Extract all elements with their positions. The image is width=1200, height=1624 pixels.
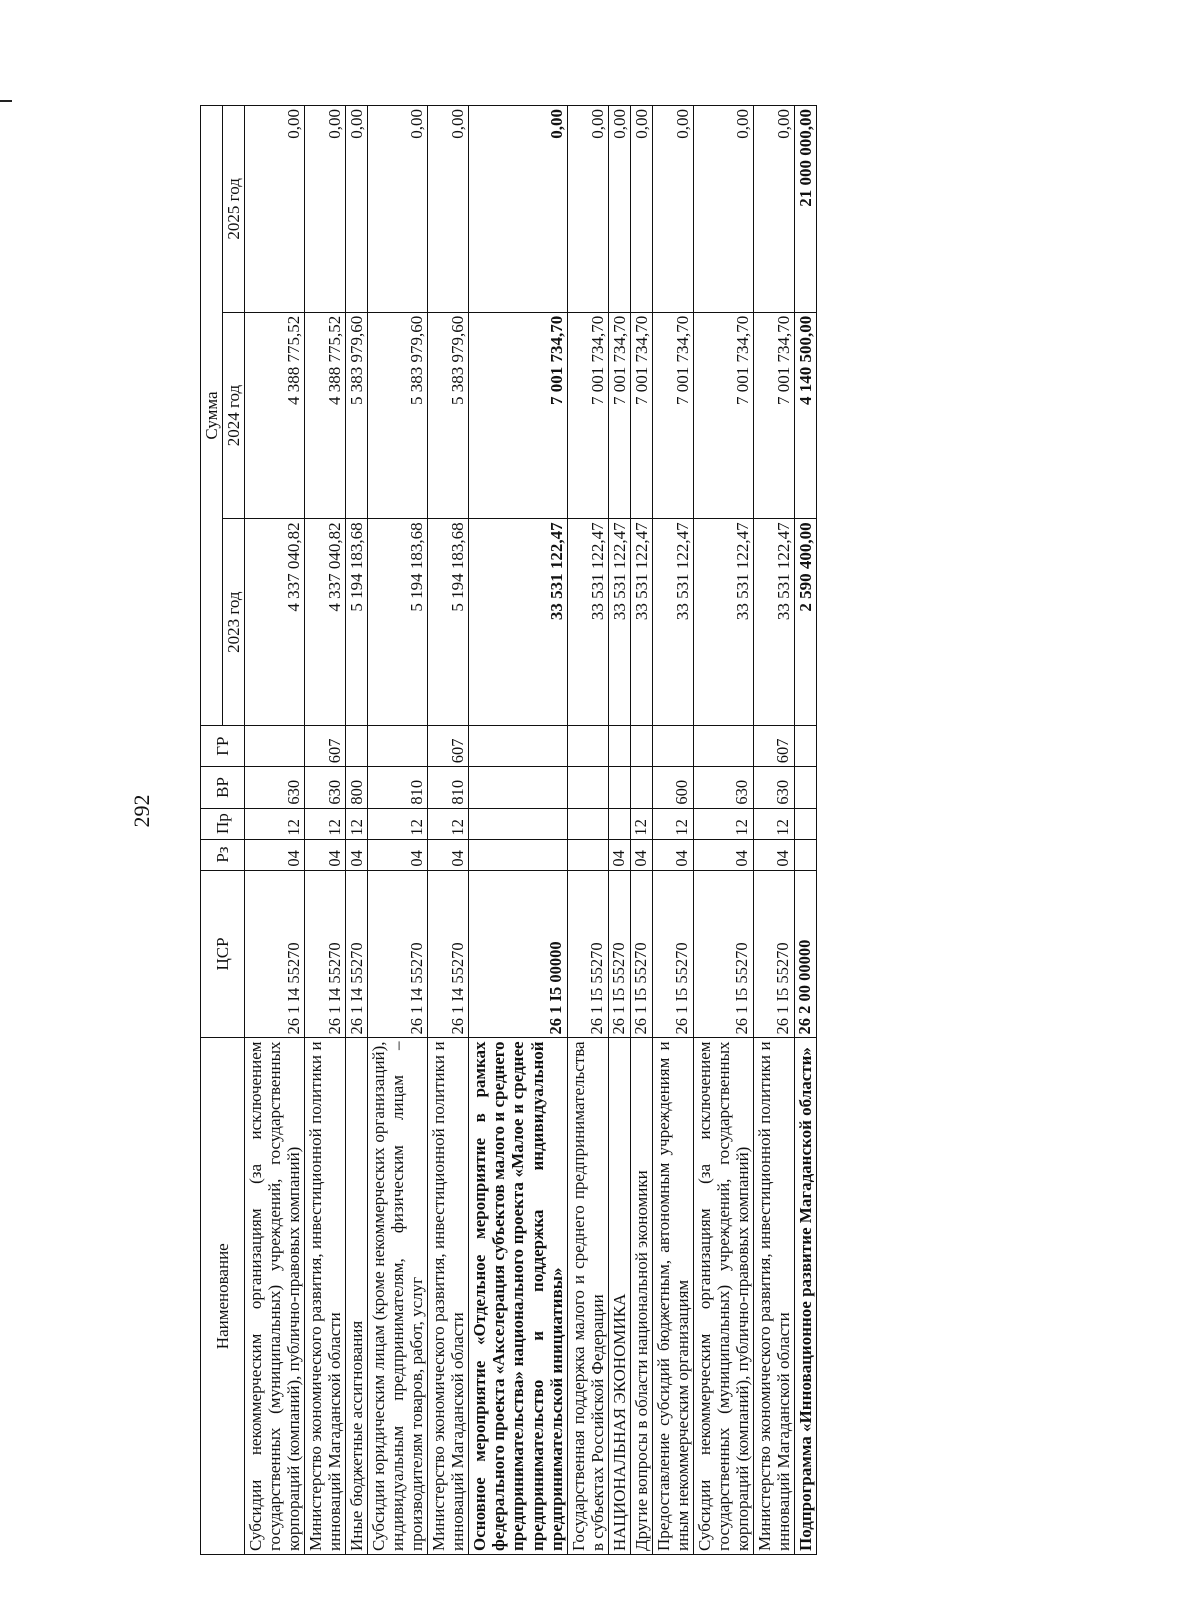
cell-2025: 0,00 [305,106,346,313]
cell-2024: 7 001 734,70 [567,312,608,519]
cell-csr: 26 1 I4 55270 [305,870,346,1038]
cell-2023: 33 531 122,47 [693,519,753,726]
table-row [469,106,567,1555]
cell-gr [794,725,816,766]
cell-csr: 26 1 I5 55270 [652,870,693,1038]
header-sum: Сумма [201,106,223,726]
table-row [567,106,608,1555]
cell-2024: 5 383 979,60 [346,312,368,519]
cell-csr: 26 1 I5 55270 [753,870,794,1038]
cell-gr [652,725,693,766]
cell-name: НАЦИОНАЛЬНАЯ ЭКОНОМИКА [608,1038,630,1555]
cell-pr: 12 [245,808,305,839]
cell-gr: 607 [428,725,469,766]
cell-2024: 4 388 775,52 [245,312,305,519]
cell-2023: 2 590 400,00 [794,519,816,726]
cell-csr: 26 1 I4 55270 [428,870,469,1038]
table-row [693,106,753,1555]
cell-pr [608,808,630,839]
cell-2025: 0,00 [245,106,305,313]
cell-name: Другие вопросы в области национальной экономики [630,1038,652,1555]
cell-2023: 5 194 183,68 [428,519,469,726]
table-row [305,106,346,1555]
cell-csr: 26 1 I4 55270 [368,870,428,1038]
cell-gr [346,725,368,766]
cell-pr [469,808,567,839]
cell-csr: 26 1 I5 55270 [693,870,753,1038]
cell-name: Иные бюджетные ассигнования [346,1038,368,1555]
cell-csr: 26 1 I5 00000 [469,870,567,1038]
cell-2025: 0,00 [630,106,652,313]
cell-gr [368,725,428,766]
cell-2023: 33 531 122,47 [652,519,693,726]
cell-2023: 33 531 122,47 [753,519,794,726]
cell-2024: 7 001 734,70 [652,312,693,519]
cell-pr: 12 [305,808,346,839]
table-row [428,106,469,1555]
cell-pr [794,808,816,839]
cell-name: Министерство экономического развития, инвестиционной политики и инноваций Магаданской области [305,1038,346,1555]
cell-2025: 0,00 [608,106,630,313]
cell-2025: 0,00 [428,106,469,313]
table-row [608,106,630,1555]
table-row [753,106,794,1555]
cell-2024: 5 383 979,60 [428,312,469,519]
cell-2025: 0,00 [652,106,693,313]
scan-edge-mark [0,100,12,102]
cell-vr [567,767,608,808]
cell-2023: 33 531 122,47 [630,519,652,726]
cell-csr: 26 1 I5 55270 [608,870,630,1038]
cell-pr: 12 [368,808,428,839]
cell-2025: 21 000 000,00 [794,106,816,313]
cell-name: Субсидии некоммерческим организациям (за исключением государственных (муниципальных) учреждений, государственных корпораций (компаний), публично-правовых компаний) [245,1038,305,1555]
table-row [346,106,368,1555]
table-body [245,106,817,1555]
cell-csr: 26 1 I4 55270 [346,870,368,1038]
cell-2024: 4 140 500,00 [794,312,816,519]
cell-rz: 04 [245,839,305,870]
cell-vr [794,767,816,808]
cell-2025: 0,00 [567,106,608,313]
cell-vr: 630 [693,767,753,808]
cell-csr: 26 1 I5 55270 [630,870,652,1038]
cell-2023: 5 194 183,68 [368,519,428,726]
cell-gr [567,725,608,766]
cell-name: Подпрограмма «Инновационное развитие Магаданской области» [794,1038,816,1555]
cell-2025: 0,00 [368,106,428,313]
cell-name: Предоставление субсидий бюджетным, автономным учреждениям и иным некоммерческим организациям [652,1038,693,1555]
cell-2023: 33 531 122,47 [567,519,608,726]
budget-table-sheet [200,105,1140,1555]
cell-2023: 4 337 040,82 [305,519,346,726]
table-row [652,106,693,1555]
budget-table [200,105,817,1555]
header-gr: ГР [201,725,245,766]
cell-rz: 04 [753,839,794,870]
cell-2025: 0,00 [469,106,567,313]
cell-pr: 12 [652,808,693,839]
cell-rz: 04 [652,839,693,870]
cell-2024: 7 001 734,70 [630,312,652,519]
cell-rz: 04 [368,839,428,870]
header-2024: 2024 год [223,312,245,519]
cell-pr: 12 [630,808,652,839]
cell-gr: 607 [305,725,346,766]
cell-2024: 7 001 734,70 [469,312,567,519]
cell-csr: 26 1 I4 55270 [245,870,305,1038]
cell-vr [608,767,630,808]
cell-2024: 7 001 734,70 [753,312,794,519]
header-vr: ВР [201,767,245,808]
cell-csr: 26 2 00 00000 [794,870,816,1038]
cell-2024: 4 388 775,52 [305,312,346,519]
cell-vr: 800 [346,767,368,808]
cell-2024: 7 001 734,70 [693,312,753,519]
cell-gr [693,725,753,766]
cell-2023: 4 337 040,82 [245,519,305,726]
cell-gr [469,725,567,766]
cell-gr [608,725,630,766]
table-row [794,106,816,1555]
cell-rz: 04 [608,839,630,870]
header-2023: 2023 год [223,519,245,726]
cell-vr [630,767,652,808]
header-csr: ЦСР [201,870,245,1038]
table-row [630,106,652,1555]
cell-pr: 12 [693,808,753,839]
cell-pr: 12 [346,808,368,839]
cell-2023: 33 531 122,47 [469,519,567,726]
cell-vr [469,767,567,808]
cell-name: Субсидии юридическим лицам (кроме некоммерческих организаций), индивидуальным предпринимателям, физическим лицам – производителям товаров, работ, услуг [368,1038,428,1555]
cell-2023: 5 194 183,68 [346,519,368,726]
cell-pr: 12 [753,808,794,839]
cell-rz: 04 [630,839,652,870]
cell-pr: 12 [428,808,469,839]
cell-gr: 607 [753,725,794,766]
cell-name: Министерство экономического развития, инвестиционной политики и инноваций Магаданской области [428,1038,469,1555]
page-number: 292 [129,794,154,828]
cell-rz: 04 [428,839,469,870]
cell-2024: 7 001 734,70 [608,312,630,519]
cell-gr [245,725,305,766]
cell-2025: 0,00 [753,106,794,313]
cell-pr [567,808,608,839]
cell-vr: 810 [368,767,428,808]
cell-vr: 600 [652,767,693,808]
table-row [245,106,305,1555]
cell-name: Субсидии некоммерческим организациям (за исключением государственных (муниципальных) учреждений, государственных корпораций (компаний), публично-правовых компаний) [693,1038,753,1555]
header-2025: 2025 год [223,106,245,313]
cell-rz: 04 [305,839,346,870]
cell-2023: 33 531 122,47 [608,519,630,726]
cell-rz [794,839,816,870]
cell-name: Министерство экономического развития, инвестиционной политики и инноваций Магаданской области [753,1038,794,1555]
cell-name: Основное мероприятие «Отдельное мероприятие в рамках федерального проекта «Акселерация субъектов малого и среднего предпринимательства» национального проекта «Малое и среднее предпринимательство и поддержка индивидуальной предпринимательской инициативы» [469,1038,567,1555]
cell-rz: 04 [693,839,753,870]
cell-vr: 630 [245,767,305,808]
cell-name: Государственная поддержка малого и среднего предпринимательства в субъектах Российской Федерации [567,1038,608,1555]
header-rz: Рз [201,839,245,870]
cell-rz: 04 [346,839,368,870]
cell-2025: 0,00 [346,106,368,313]
cell-vr: 810 [428,767,469,808]
table-row [368,106,428,1555]
cell-2024: 5 383 979,60 [368,312,428,519]
cell-vr: 630 [305,767,346,808]
header-name: Наименование [201,1038,245,1555]
cell-csr: 26 1 I5 55270 [567,870,608,1038]
cell-2025: 0,00 [693,106,753,313]
cell-rz [567,839,608,870]
cell-vr: 630 [753,767,794,808]
header-pr: Пр [201,808,245,839]
cell-rz [469,839,567,870]
cell-gr [630,725,652,766]
